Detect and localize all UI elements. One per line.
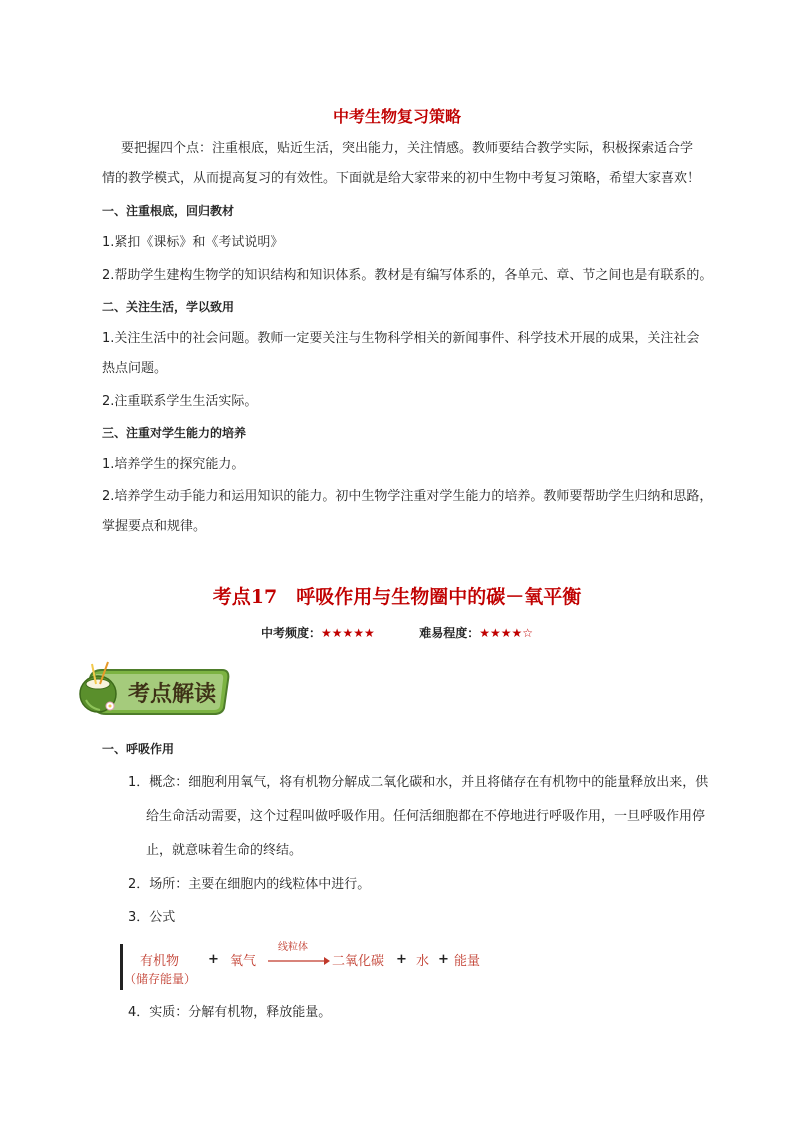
respiration-p2: 2．场所：主要在细胞内的线粒体中进行。 [128,877,371,892]
formula-energy: 能量 [454,954,481,969]
formula-plus-3: + [438,952,449,967]
formula-oxygen: 氧气 [230,954,257,969]
topic-title: 考点17 呼吸作用与生物圈中的碳－氧平衡 [212,586,582,608]
formula-storage: （储存能量） [124,972,197,986]
respiration-p1-line-3: 止，就意味着生命的终结。 [146,843,303,858]
section-2-item-1-line-1: 1.关注生活中的社会问题。教师一定要关注与生物科学相关的新闻事件、科学技术开展的成果，关注社会 [102,331,700,346]
intro-line-2: 情的教学模式，从而提高复习的有效性。下面就是给大家带来的初中生物中考复习策略，希望大家喜欢！ [102,171,701,186]
formula-organic: 有机物 [140,954,180,969]
section-1-item-1: 1.紧扣《课标》和《考试说明》 [102,235,284,250]
respiration-p1-line-1: 1．概念：细胞利用氧气，将有机物分解成二氧化碳和水，并且将储存在有机物中的能量释放出来，供 [128,775,709,790]
banner-text: 考点解读 [127,681,217,707]
respiration-heading: 一、呼吸作用 [102,742,175,756]
intro-line-1: 要把握四个点：注重根底，贴近生活，突出能力，关注情感。教师要结合教学实际，积极探索适合学 [121,141,694,156]
section-1-heading: 一、注重根底，回归教材 [102,204,235,218]
formula-bar [120,944,123,990]
formula-arrow-label: 线粒体 [278,942,308,953]
difficulty-label: 难易程度： [419,626,480,640]
section-2-heading: 二、关注生活，学以致用 [102,300,235,314]
respiration-p4: 4．实质：分解有机物，释放能量。 [128,1005,332,1020]
section-3-item-1: 1.培养学生的探究能力。 [102,457,245,472]
formula-co2: 二氧化碳 [332,954,385,969]
formula-plus-1: + [208,952,219,967]
respiration-p3: 3．公式 [128,910,176,925]
formula-water: 水 [416,954,430,969]
formula-arrow-icon [268,956,330,966]
section-3-item-2-line-2: 掌握要点和规律。 [102,519,207,534]
section-3-heading: 三、注重对学生能力的培养 [102,426,247,440]
respiration-p1-line-2: 给生命活动需要，这个过程叫做呼吸作用。任何活细胞都在不停地进行呼吸作用，一旦呼吸作用停 [146,809,706,824]
section-1-item-2: 2.帮助学生建构生物学的知识结构和知识体系。教材是有编写体系的，各单元、章、节之间也是有联系的。 [102,268,713,283]
document-title: 中考生物复习策略 [332,107,461,126]
section-2-item-1-line-2: 热点问题。 [102,361,168,376]
frequency-label: 中考频度： [261,626,322,640]
section-2-item-2: 2.注重联系学生生活实际。 [102,394,258,409]
difficulty-stars: ★★★★☆ [479,626,533,640]
section-3-item-2-line-1: 2.培养学生动手能力和运用知识的能力。初中生物学注重对学生能力的培养。教师要帮助学生归纳和思路， [102,489,713,504]
formula-plus-2: + [396,952,407,967]
ratings-row [0,624,794,641]
frequency-stars: ★★★★★ [321,626,375,640]
respiration-formula [120,944,500,994]
topic-banner [72,660,232,718]
